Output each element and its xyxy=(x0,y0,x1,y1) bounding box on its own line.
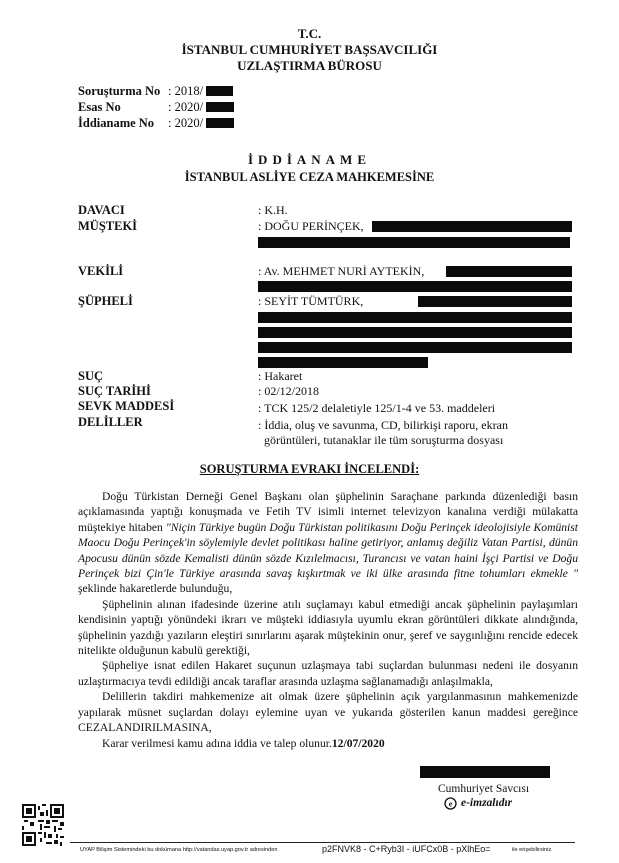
paragraph-5-date: 12/07/2020 xyxy=(331,736,385,750)
paragraph-4: Delillerin takdiri mahkemenize ait olmak üzere şüphelinin açık yargılanmasının mahkemenizde yapılarak müsnet suçlardan dolayı eylemine uyan ve yukarıda gösterilen kanun maddesi gereğince CEZALANDIRILMASINA, xyxy=(78,690,578,735)
footer-access-code: p2FNVK8 - C+Ryb3I - iUFCx0B - pXlhEo= xyxy=(322,844,491,854)
redaction-bar xyxy=(206,102,234,112)
redaction-bar xyxy=(206,86,233,96)
redaction-bar xyxy=(258,237,570,248)
deliller-value-line1: : İddia, oluş ve savunma, CD, bilirkişi raporu, ekran xyxy=(258,418,508,432)
svg-text:e: e xyxy=(448,799,453,809)
davaci-value: : K.H. xyxy=(258,203,288,217)
e-signature-icon xyxy=(444,797,457,810)
redaction-bar xyxy=(446,266,572,277)
section-heading-text: SORUŞTURMA EVRAKI İNCELENDİ: xyxy=(199,462,420,476)
paragraph-5-text: Karar verilmesi kamu adına iddia ve talep olunur. xyxy=(102,736,332,750)
redaction-bar xyxy=(372,221,572,232)
body-text xyxy=(78,489,578,751)
redaction-bar xyxy=(258,327,572,338)
deliller-value-line2: görüntüleri, tutanaklar ile tüm soruşturma dosyası xyxy=(264,433,504,447)
paragraph-3: Şüpheliye isnat edilen Hakaret suçunun uzlaşmaya tabi suçlardan bulunması nedeni ile dosyanın uzlaştırmacıya tevdi edildiği ancak taraflar arasında uzlaşma sağlanamadığı anlaşılmakla, xyxy=(78,659,578,688)
header-tc: T.C. xyxy=(297,26,322,41)
suc-value: : Hakaret xyxy=(258,369,303,383)
musteki-value: : DOĞU PERİNÇEK, xyxy=(258,219,364,233)
suc-tarihi-label: SUÇ TARİHİ xyxy=(78,384,151,398)
redaction-bar xyxy=(420,766,550,778)
paragraph-1-quote: "Niçin Türkiye bugün Doğu Türkistan politikasını Doğu Perinçek ideolojisiyle Komünist Maocu Doğu Perinçek'in söylemiyle devlet politikası haline getiriyor, anlamış değiliz Vatan Partisi, dünün Apocusu dünün sözde Kemalisti dünün sözde Kızılelmacısı, Turancısı ve vatan haini İşçi Partisi ve Doğu Perinçek bizi Çin'le Türkiye arasında savaş kışkırtmak ve iki ülke arasında fitne tohumları ekmekle " xyxy=(78,520,579,581)
footer-tail: ile erişebilirsiniz. xyxy=(512,847,553,853)
supheli-value: : SEYİT TÜMTÜRK, xyxy=(258,294,364,308)
suc-tarihi-value: : 02/12/2018 xyxy=(258,384,320,398)
suc-label: SUÇ xyxy=(78,369,104,383)
redaction-bar xyxy=(258,357,428,368)
footer-note: UYAP Bilişim Sistemindeki bu dokümana http://vatandas.uyap.gov.tr adresinden xyxy=(80,847,278,853)
redaction-bar xyxy=(418,296,572,307)
meta-value-iddianame: : 2020/ xyxy=(168,116,204,130)
document-title: İDDİANAME xyxy=(248,152,371,167)
vekili-label: VEKİLİ xyxy=(78,264,124,278)
meta-label-sorusturma: Soruşturma No xyxy=(78,84,161,98)
sevk-maddesi-value: : TCK 125/2 delaletiyle 125/1-4 ve 53. maddeleri xyxy=(258,401,496,415)
meta-value-esas: : 2020/ xyxy=(168,100,204,114)
sevk-maddesi-label: SEVK MADDESİ xyxy=(78,399,175,413)
footer-divider xyxy=(70,842,575,843)
redaction-bar xyxy=(206,118,234,128)
redaction-bar xyxy=(258,281,572,292)
e-signature-label: e-imzalıdır xyxy=(461,797,513,809)
court-name: İSTANBUL ASLİYE CEZA MAHKEMESİNE xyxy=(184,170,435,184)
header-bureau: UZLAŞTIRMA BÜROSU xyxy=(237,58,382,73)
vekili-value: : Av. MEHMET NURİ AYTEKİN, xyxy=(258,264,425,278)
meta-label-iddianame: İddianame No xyxy=(78,116,155,130)
davaci-label: DAVACI xyxy=(78,203,125,217)
meta-value-sorusturma: : 2018/ xyxy=(168,84,204,98)
paragraph-2: Şüphelinin alınan ifadesinde üzerine atılı suçlamayı kabul etmediği ancak şüphelinin paylaşımları kendisinin yaptığı yönündeki ikrarı ve müşteki iddiasıyla uyumlu ekran görüntüleri dikkate alındığında, şüphelinin yazdığı yazıların eleştiri sınırlarını aşarak müştekinin onur, şeref ve saygınlığını rencide edecek nitelikte olduğunun kabulü gerektiği, xyxy=(78,597,578,658)
redaction-bar xyxy=(258,342,572,353)
signature-role: Cumhuriyet Savcısı xyxy=(438,783,530,795)
paragraph-1 xyxy=(78,489,578,597)
header-office: İSTANBUL CUMHURİYET BAŞSAVCILIĞI xyxy=(181,42,438,57)
qr-code xyxy=(22,804,64,846)
deliller-label: DELİLLER xyxy=(78,415,143,429)
musteki-label: MÜŞTEKİ xyxy=(78,219,138,233)
paragraph-5 xyxy=(78,736,578,751)
supheli-label: ŞÜPHELİ xyxy=(78,294,133,308)
paragraph-1-end: şeklinde hakaretlerde bulunduğu, xyxy=(78,582,233,596)
paragraph-1-start: Doğu Türkistan Derneği Genel Başkanı olan şüphelinin Saraçhane parkında düzenlediği basın açıklamasında yaptığı konuşmada ve Fetih TV isimli internet televizyon kanalına verdiği mülakatta müştekiye hitaben xyxy=(78,490,578,534)
redaction-bar xyxy=(258,312,572,323)
section-heading xyxy=(0,462,619,477)
meta-label-esas: Esas No xyxy=(78,100,121,114)
